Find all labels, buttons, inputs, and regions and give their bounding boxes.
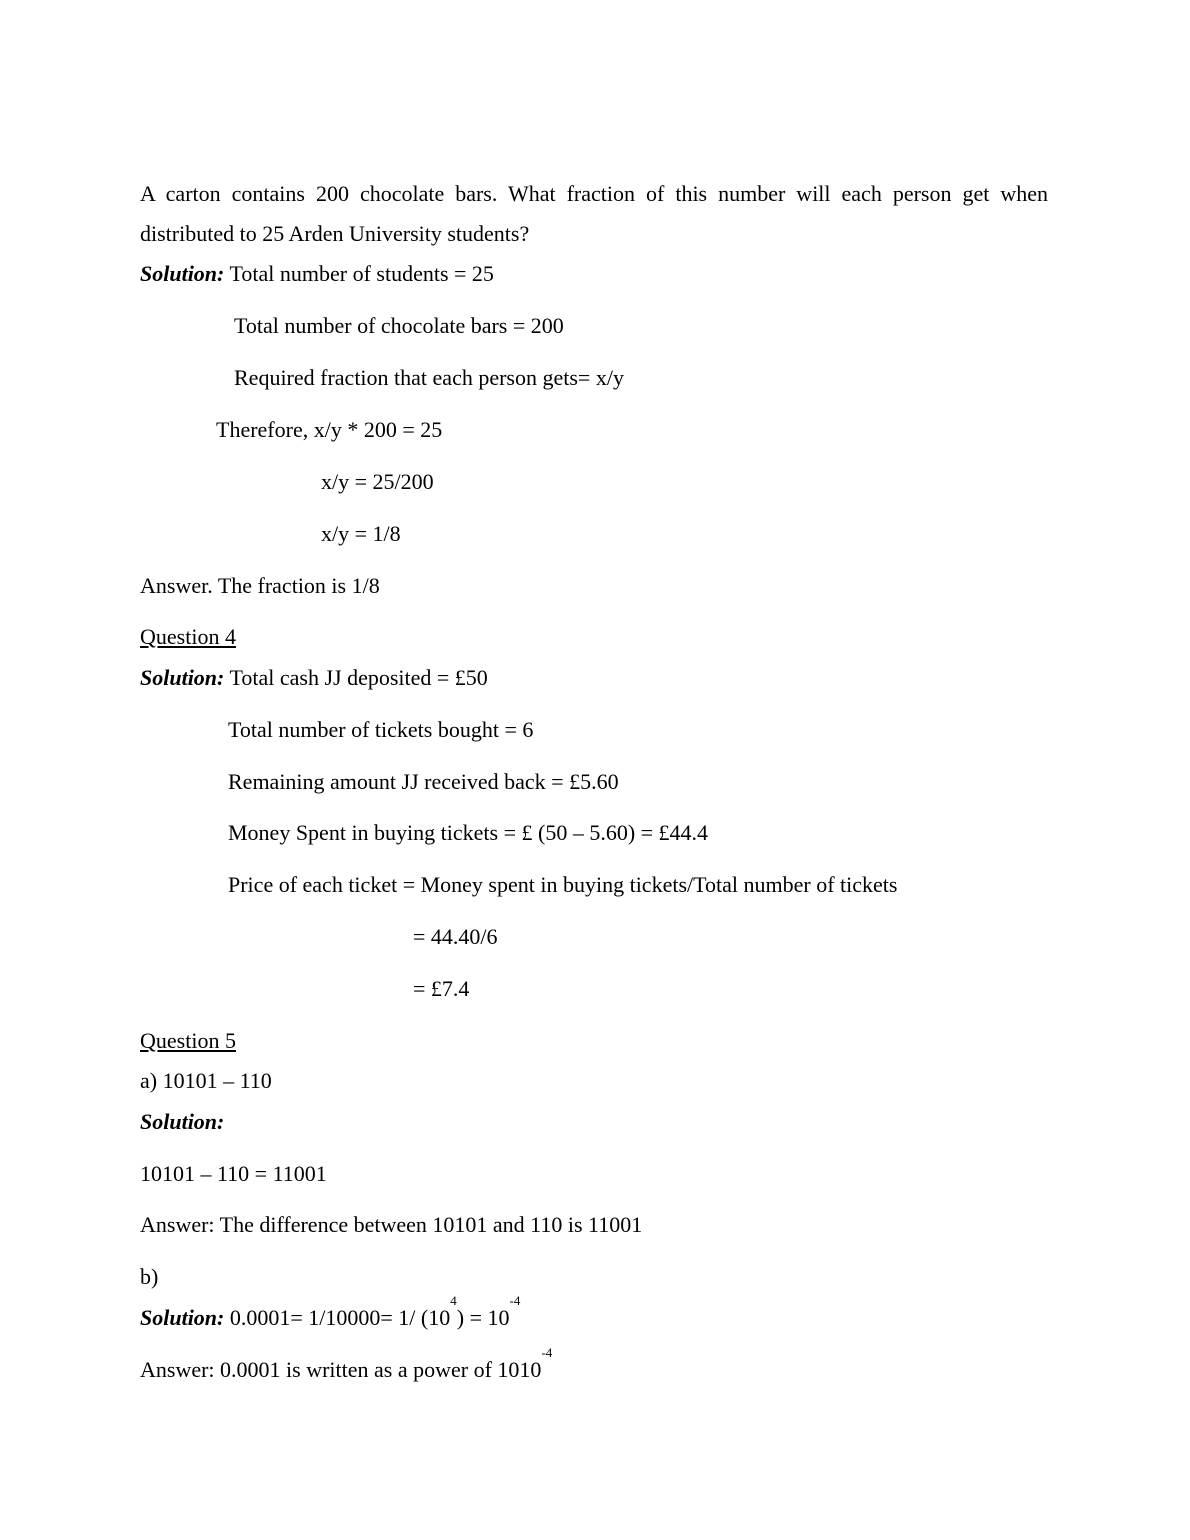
part-b-label: b)	[140, 1264, 159, 1289]
q3-answer: Answer. The fraction is 1/8	[140, 573, 380, 598]
calc-b-mid: ) = 10	[456, 1305, 510, 1330]
step-1-text: x/y = 25/200	[321, 469, 434, 494]
tickets-text: Total number of tickets bought = 6	[228, 717, 534, 742]
q4-solution-line	[140, 665, 488, 691]
bars-text: Total number of chocolate bars = 200	[234, 313, 564, 338]
solution-label: Solution:	[140, 1109, 225, 1134]
q3-solution-line	[140, 261, 494, 287]
remaining-text: Remaining amount JJ received back = £5.60	[228, 769, 619, 794]
exponent: -4	[541, 1345, 553, 1360]
part-a-label: a) 10101 – 110	[140, 1068, 272, 1093]
calc-b-text: 0.0001= 1/10000= 1/ (10	[224, 1305, 451, 1330]
question-5-heading: Question 5	[140, 1028, 236, 1053]
required-fraction-text: Required fraction that each person gets= x/y	[234, 365, 624, 390]
answer-a-text: Answer: The difference between 10101 and 110 is 11001	[140, 1212, 643, 1237]
therefore-text: Therefore, x/y * 200 = 25	[216, 417, 443, 442]
solution-label: Solution:	[140, 1305, 225, 1330]
answer-b-line	[140, 1345, 553, 1383]
step-2-text: x/y = 1/8	[321, 521, 401, 546]
price-step-2: = £7.4	[413, 976, 470, 1001]
students-text: Total number of students = 25	[224, 261, 494, 286]
exponent: 4	[450, 1293, 457, 1308]
exponent: -4	[509, 1293, 521, 1308]
price-text: Price of each ticket = Money spent in buying tickets/Total number of tickets	[228, 872, 898, 897]
calc-b-line	[140, 1293, 521, 1331]
solution-label: Solution:	[140, 261, 225, 286]
price-step-1: = 44.40/6	[413, 924, 498, 949]
cash-text: Total cash JJ deposited = £50	[224, 665, 488, 690]
solution-label: Solution:	[140, 665, 225, 690]
calc-a-text: 10101 – 110 = 11001	[140, 1161, 327, 1186]
question-4-heading: Question 4	[140, 624, 236, 649]
intro-line-1: A carton contains 200 chocolate bars. What fraction of this number will each person get when	[140, 181, 1048, 206]
spent-text: Money Spent in buying tickets = £ (50 – 5.60) = £44.4	[228, 820, 709, 845]
answer-b-text: Answer: 0.0001 is written as a power of 1010	[140, 1357, 542, 1382]
intro-line-2: distributed to 25 Arden University students?	[140, 221, 530, 246]
